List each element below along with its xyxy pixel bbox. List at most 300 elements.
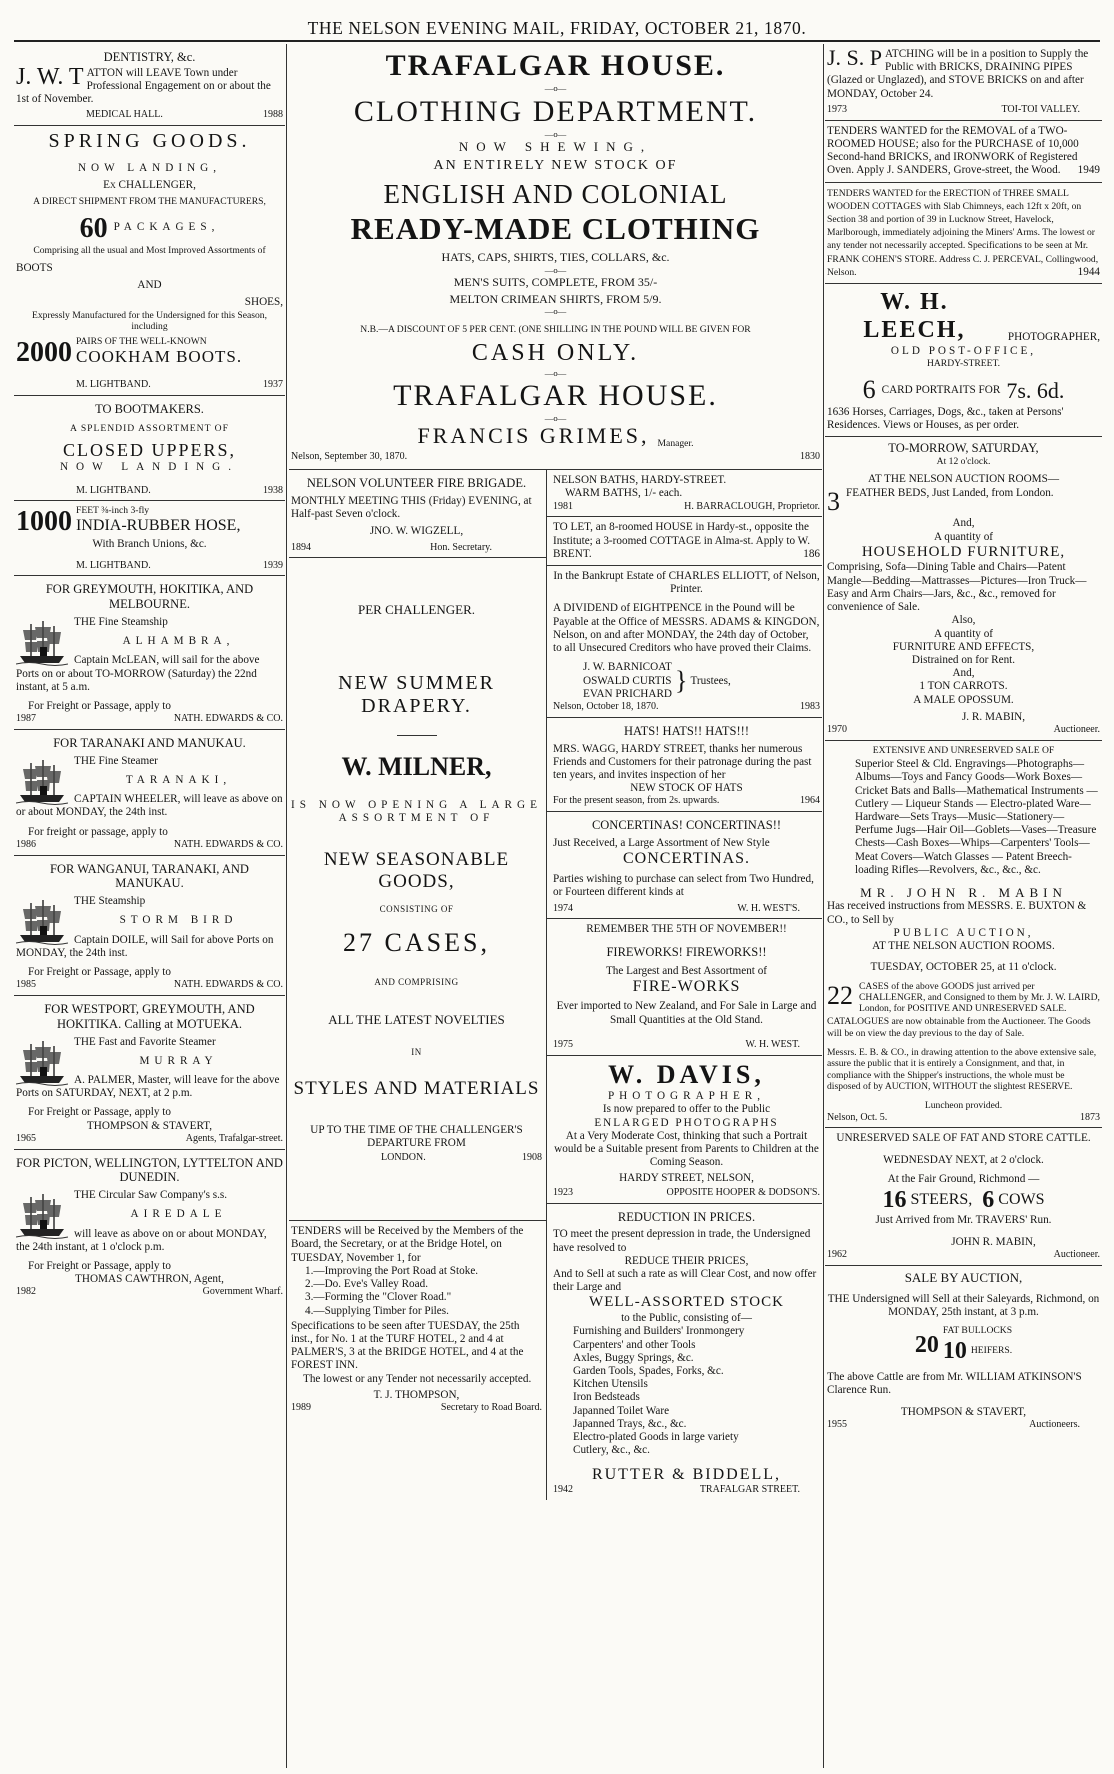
ad-steamship: [14, 856, 285, 996]
ad-heading: TRAFALGAR HOUSE.: [393, 378, 718, 412]
ad-body: [16, 755, 283, 820]
steamship-icon: [16, 897, 68, 945]
heifers-line: [943, 1337, 1012, 1365]
ad-footer: [16, 839, 283, 851]
ad-text: OPPOSITE HOOPER & DODSON'S.: [666, 1186, 820, 1198]
beds-line: [827, 487, 1100, 518]
ad-text: TUESDAY, OCTOBER 25, at 11 o'clock.: [870, 961, 1057, 974]
trustee-name: OSWALD CURTIS: [583, 674, 672, 687]
ship-name: TARANAKI,: [125, 773, 232, 786]
ad-heading: EXTENSIVE AND UNRESERVED SALE OF: [872, 744, 1055, 756]
ad-text: Messrs. E. B. & CO., in drawing attention to the above extensive sale, assure the public that it is entirely a Consignment, and that, in compliance with the Shipper's instructions, the whole must be disposed of by AUCTION, WITHOUT the slightest RESERVE.: [827, 1047, 1097, 1093]
ad-footer: [16, 379, 283, 391]
ad-text: OLD POST-OFFICE,: [890, 344, 1037, 357]
ad-text: Auctioneer.: [1053, 1248, 1100, 1260]
ad-heading: In the Bankrupt Estate of CHARLES ELLIOTT, of Nelson, Printer.: [553, 570, 820, 596]
ad-text: The Largest and Best Assortment of: [605, 965, 768, 978]
ad-number: 1986: [16, 838, 36, 850]
separator: —o—: [544, 367, 567, 378]
ad-text: ALL THE LATEST NOVELTIES: [328, 1011, 505, 1027]
ad-signature: THOMPSON & STAVERT,: [86, 1119, 213, 1132]
ad-text: For Freight or Passage, apply to: [28, 1259, 171, 1272]
list-item: Carpenters' and other Tools: [573, 1338, 696, 1351]
ad-text: THE Fast and Favorite Steamer: [74, 1035, 216, 1048]
ad-text: CATALOGUES are now obtainable from the Auctioneer. The Goods will be on view the day previous to the day of Sale.: [827, 1016, 1091, 1039]
ad-text: Is now prepared to offer to the Public: [602, 1103, 771, 1116]
ad-number: 1964: [800, 795, 820, 807]
ad-text: CARD PORTRAITS FOR: [881, 383, 1001, 396]
boots-line: [16, 336, 283, 369]
ad-steamship: [14, 730, 285, 856]
trustee-name: EVAN PRICHARD: [583, 687, 672, 700]
ad-number: 1949: [1077, 164, 1100, 177]
ad-text: NEW STOCK OF HATS: [630, 782, 743, 795]
ad-text: THE Fine Steamship: [74, 615, 168, 628]
ad-leech-photographer: [825, 284, 1102, 437]
ad-text: PHOTOGRAPHER,: [607, 1090, 766, 1103]
ad-text: WEDNESDAY NEXT, at 2 o'clock.: [883, 1153, 1044, 1166]
ad-text: A quantity of: [933, 627, 994, 640]
ad-text: And,: [952, 667, 975, 680]
trustee-name: J. W. BARNICOAT: [583, 661, 672, 674]
ad-text: will leave as above on or about MONDAY, the 24th instant, at 1 o'clock p.m.: [16, 1227, 267, 1253]
separator: —o—: [544, 264, 567, 275]
ad-concertinas: [547, 812, 822, 919]
big-number: 60: [79, 212, 108, 244]
ad-text: TO meet the present depression in trade, the Undersigned have resolved to: [553, 1228, 811, 1254]
ad-text: For Freight or Passage, apply to: [28, 699, 171, 712]
ad-signature: H. BARRACLOUGH, Proprietor.: [684, 500, 820, 512]
ad-trafalgar-house: [289, 44, 822, 470]
ad-text: PHOTOGRAPHER,: [1007, 331, 1100, 344]
ad-number: 1937: [263, 379, 283, 391]
ad-text: PUBLIC AUCTION,: [893, 926, 1034, 939]
ad-steamship: [14, 996, 285, 1150]
big-number: 2000: [16, 337, 72, 369]
ad-heading: DENTISTRY, &c.: [103, 50, 196, 64]
ad-text: STEERS,: [910, 1190, 973, 1208]
ad-date: Nelson, Oct. 5.: [827, 1111, 888, 1123]
grimes-line: [291, 423, 820, 449]
ad-text: A MALE OPOSSUM.: [913, 693, 1014, 706]
middle-subcolumns: [289, 470, 822, 1500]
big-number: 1000: [16, 506, 72, 538]
ad-text: A DIVIDEND of EIGHTPENCE in the Pound will be Payable at the Office of MESSRS. ADAMS & KINGDON, Nelson, on and after MONDAY, the 24th day of October, to all Unsecured Creditors who have proved their Claims.: [553, 602, 820, 655]
ad-footer: [827, 1249, 1100, 1261]
drop-initials: J. S. P: [827, 45, 883, 70]
ad-number: 1955: [827, 1418, 847, 1430]
ad-signature: MEDICAL HALL.: [86, 109, 163, 121]
ad-text: WELL-ASSORTED STOCK: [589, 1294, 784, 1311]
ad-heading: W. H. LEECH,: [863, 289, 966, 344]
ad-number: 1923: [553, 1186, 573, 1198]
list-item: 1.—Improving the Port Road at Stoke.: [305, 1264, 479, 1277]
ad-body: [16, 63, 283, 107]
separator: [397, 735, 437, 736]
ad-bootmakers: [14, 396, 285, 501]
ad-text: CONSISTING OF: [379, 903, 454, 914]
ad-number: 1962: [827, 1248, 847, 1260]
ad-text: The above Cattle are from Mr. WILLIAM ATKINSON'S Clarence Run.: [827, 1371, 1082, 1397]
ad-text: Captain McLEAN, will sail for the above Ports on or about TO-MORROW (Saturday) the 22nd instant, at 5 a.m.: [16, 654, 260, 693]
ad-text: Manager.: [657, 438, 694, 450]
ad-text: AN ENTIRELY NEW STOCK OF: [433, 158, 678, 174]
ad-text: And,: [952, 517, 975, 530]
packages-line: [16, 212, 283, 245]
ad-text: Secretary to Road Board.: [440, 1402, 542, 1414]
ad-signature: M. LIGHTBAND.: [76, 379, 151, 391]
ad-text: INDIA-RUBBER HOSE,: [76, 516, 241, 534]
ad-footer: [553, 1039, 820, 1051]
ad-number: 1938: [263, 484, 283, 496]
ad-footer: [16, 713, 283, 725]
ad-hats: [547, 718, 822, 812]
ad-heading: HATS! HATS!! HATS!!!: [624, 723, 749, 738]
ad-number: 1970: [827, 724, 847, 736]
ad-text: AT THE NELSON AUCTION ROOMS.: [872, 940, 1055, 953]
ad-signature: FRANCIS GRIMES,: [417, 423, 650, 449]
big-number: 16: [882, 1187, 907, 1214]
big-number: 10: [942, 1337, 967, 1364]
ad-text: Ever imported to New Zealand, and For Sale in Large and Small Quantities at the Old Stand.: [556, 1000, 817, 1026]
trustees-block: [583, 661, 820, 701]
ad-text: At a Very Moderate Cost, thinking that such a Portrait would be a Suitable present from Parents to Children at the Coming Season.: [554, 1129, 819, 1169]
ad-bankrupt-estate: [547, 566, 822, 718]
ad-text: Luncheon provided.: [924, 1100, 1003, 1112]
ad-footer: [16, 560, 283, 572]
ad-text: CAPTAIN WHEELER, will leave as above on or about MONDAY, the 24th inst.: [16, 793, 283, 819]
ad-heading: FOR WESTPORT, GREYMOUTH, AND HOKITIKA. Calling at MOTUEKA.: [44, 1002, 255, 1031]
big-number: 20: [914, 1332, 939, 1359]
ad-date: Nelson, October 18, 1870.: [553, 701, 659, 712]
ad-number: 1985: [16, 979, 36, 991]
ad-text: FAT BULLOCKS: [942, 1325, 1013, 1337]
ad-text: TENDERS WANTED for the ERECTION of THREE SMALL WOODEN COTTAGES with Slab Chimneys, each 12ft x 20ft, on Section 38 and portion of 39 in Lucknow Street, Havelock, Marlborough, immediately adjoining the Miners' Arms. The lowest or any tender not necessarily accepted. Specifications to be seen at Mr. FRANK COHEN'S STORE. Address C. J. PERCEVAL, Collingwood, Nelson.: [827, 187, 1099, 278]
ad-cattle-sale: [825, 1128, 1102, 1265]
steamship-icon: [16, 757, 68, 805]
ad-sale-by-auction: [825, 1266, 1102, 1435]
ad-body: [16, 895, 283, 960]
ad-body: [16, 616, 283, 694]
ad-number: 1987: [16, 713, 36, 725]
ad-steamship: [14, 1150, 285, 1303]
ad-text: N.B.—A DISCOUNT OF 5 PER CENT. (ONE SHILLING IN THE POUND WILL BE GIVEN FOR: [360, 324, 751, 336]
ad-text: FIRE-WORKS: [632, 978, 741, 996]
ad-footer: [16, 979, 283, 991]
ad-text: Expressly Manufactured for the Undersigned for this Season, including: [32, 309, 267, 332]
ad-text: NOW LANDING,: [77, 161, 222, 174]
ad-baths: [547, 470, 822, 517]
ad-heading: FOR TARANAKI AND MANUKAU.: [53, 735, 246, 750]
ad-text: NEW SEASONABLE GOODS,: [323, 848, 510, 893]
ad-text: Just Arrived from Mr. TRAVERS' Run.: [875, 1214, 1052, 1227]
ad-davis-photographer: [547, 1056, 822, 1204]
column-left: [14, 44, 285, 1768]
ad-text: NEW SUMMER DRAPERY.: [338, 671, 495, 718]
ad-text: READY-MADE CLOTHING: [350, 210, 761, 246]
ad-footer: [553, 903, 820, 915]
portrait-price: [827, 375, 1100, 406]
ad-fireworks: [547, 919, 822, 1055]
bullocks-line: [827, 1325, 1100, 1365]
ad-text: to the Public, consisting of—: [621, 1312, 752, 1325]
ad-text: CONCERTINAS.: [622, 850, 751, 868]
column-middle: [289, 44, 822, 1768]
ad-signature: NATH. EDWARDS & CO.: [173, 979, 283, 991]
ad-text: ENGLISH AND COLONIAL: [383, 178, 728, 209]
ad-heading: NELSON VOLUNTEER FIRE BRIGADE.: [306, 476, 527, 491]
big-number: 6: [862, 375, 876, 405]
ad-text: MEN'S SUITS, COMPLETE, FROM 35/-: [453, 274, 658, 289]
ad-milner: [289, 558, 546, 1221]
ad-text: Has received instructions from MESSRS. E. BUXTON & CO., to Sell by: [827, 900, 1087, 926]
ad-number: 1988: [263, 109, 283, 121]
ad-footer: [291, 542, 542, 554]
ad-signature: JNO. W. WIGZELL,: [369, 525, 464, 538]
steamship-icon: [16, 1191, 68, 1239]
ad-text: PACKAGES,: [113, 221, 220, 234]
masthead: THE NELSON EVENING MAIL, FRIDAY, OCTOBER 21, 1870.: [307, 18, 807, 38]
ad-signature: W. H. WEST'S.: [737, 902, 800, 914]
ad-date: Nelson, September 30, 1870.: [291, 451, 408, 463]
ad-tenders-cottages: [825, 183, 1102, 285]
ad-text: W. MILNER,: [341, 751, 492, 781]
ad-text: IN: [411, 1047, 422, 1057]
ad-text: Parties wishing to purchase can select from Two Hundred, or Fourteen different kinds at: [553, 873, 814, 899]
ad-text: THE Steamship: [74, 895, 146, 908]
ad-text: MONTHLY MEETING THIS (Friday) EVENING, at Half-past Seven o'clock.: [291, 494, 532, 521]
ad-text: For Freight or Passage, apply to: [28, 965, 171, 978]
list-item: Axles, Buggy Springs, &c.: [573, 1351, 694, 1364]
ad-heading: CLOTHING DEPARTMENT.: [353, 94, 758, 128]
ad-heading: PER CHALLENGER.: [358, 602, 475, 618]
ad-footer: [553, 1484, 820, 1496]
ad-text: PAIRS OF THE WELL-KNOWN: [76, 336, 207, 348]
ad-text: REDUCE THEIR PRICES,: [624, 1254, 749, 1267]
ad-footer: [553, 1187, 820, 1199]
steamship-icon: [16, 1038, 68, 1086]
list-item: Iron Bedsteads: [573, 1391, 640, 1404]
ad-footer: [16, 109, 283, 121]
ad-signature: Government Wharf.: [202, 1286, 283, 1298]
ad-steamship: [14, 576, 285, 730]
ad-text: TO LET, an 8-roomed HOUSE in Hardy-st., opposite the Institute; a 3-roomed COTTAGE in Alma-st. Apply to W. BRENT.: [553, 521, 811, 560]
ad-text: THE Fine Steamer: [74, 754, 158, 767]
shipping-ads: [14, 576, 285, 1302]
ad-text: NELSON BATHS, HARDY-STREET.: [553, 474, 727, 487]
ad-heading: CONCERTINAS! CONCERTINAS!!: [591, 818, 782, 833]
ad-footer: [553, 701, 820, 713]
ship-name: ALHAMBRA,: [122, 635, 235, 648]
ad-number: 1939: [263, 559, 283, 571]
ad-text: HATS, CAPS, SHIRTS, TIES, COLLARS, &c.: [441, 250, 670, 265]
steamship-icon: [16, 618, 68, 666]
list-item: 3.—Forming the "Clover Road.": [305, 1291, 452, 1304]
ad-heading: TO BOOTMAKERS.: [95, 402, 204, 416]
big-number: 3: [827, 486, 840, 516]
ad-text: FURNITURE AND EFFECTS,: [892, 640, 1035, 653]
ad-text: HARDY STREET, NELSON,: [619, 1171, 754, 1184]
ad-text: Comprising all the usual and Most Improved Assortments of: [33, 244, 266, 256]
leech-header: [827, 288, 1100, 345]
ad-text: TOI-TOI VALLEY.: [1001, 103, 1080, 115]
ad-text: ATTON will LEAVE Town under Professional Engagement on or about the 1st of November.: [16, 66, 271, 106]
ad-heading: SALE BY AUCTION,: [904, 1269, 1023, 1285]
masthead-rule: [14, 40, 1100, 42]
ad-signature: M. LIGHTBAND.: [76, 484, 151, 496]
ad-text: TRAFALGAR STREET.: [699, 1484, 800, 1496]
ad-text: STYLES AND MATERIALS: [293, 1077, 540, 1099]
ad-text: At the Fair Ground, Richmond —: [887, 1172, 1040, 1185]
ad-number: 1944: [1077, 265, 1100, 278]
ad-number: 1830: [800, 451, 820, 463]
ad-number: 1973: [827, 103, 847, 115]
ad-text: FEET ⅜-inch 3-fly: [76, 505, 150, 517]
ad-text: 1 TON CARROTS.: [919, 680, 1008, 693]
ad-footer: [291, 451, 820, 463]
middle-right-subcolumn: [547, 470, 822, 1500]
ad-text: NOW LANDING.: [59, 461, 240, 474]
ad-signature: NATH. EDWARDS & CO.: [173, 838, 283, 850]
ad-text: The lowest or any Tender not necessarily accepted.: [303, 1372, 532, 1385]
ad-dentistry: [14, 44, 285, 126]
drop-initials: J. W. T: [16, 63, 84, 90]
ad-signature: JOHN R. MABIN,: [951, 1235, 1036, 1248]
ad-text: Trustees,: [690, 674, 731, 687]
ad-text: At 12 o'clock.: [936, 456, 991, 468]
ad-footer: [827, 1419, 1100, 1431]
cases-line: [827, 981, 1100, 1015]
ad-text: MR. JOHN R. MABIN: [860, 885, 1067, 901]
price: 7s. 6d.: [1006, 377, 1065, 403]
ad-text: For freight or passage, apply to: [28, 825, 168, 838]
ad-road-board-tenders: [289, 1221, 546, 1418]
ad-heading: FOR PICTON, WELLINGTON, LYTTELTON AND DUNEDIN.: [16, 1155, 283, 1185]
ad-number: 1974: [553, 902, 573, 914]
ad-signature: THOMPSON & STAVERT,: [900, 1405, 1027, 1418]
ad-text: And to Sell at such a rate as will Clear Cost, and now offer their Large and: [553, 1268, 817, 1294]
ad-patching-bricks: [825, 44, 1102, 121]
ad-text: BOOTS: [16, 261, 53, 274]
brace: }: [675, 665, 688, 695]
ad-text: NOW SHEWING,: [458, 139, 653, 155]
ad-auction-extensive: [825, 741, 1102, 1129]
ad-auction-saturday: [825, 437, 1102, 741]
ad-text: Auctioneers.: [1029, 1418, 1080, 1430]
ad-text: WARM BATHS, 1/- each.: [565, 487, 683, 500]
ad-text: CASH ONLY.: [471, 340, 640, 367]
ad-signature: J. R. MABIN,: [961, 710, 1026, 723]
ad-text: AND: [137, 279, 162, 292]
ad-text: A SPLENDID ASSORTMENT OF: [70, 422, 229, 434]
separator: —o—: [544, 413, 567, 424]
ad-text: Just Received, a Large Assortment of New Style: [553, 836, 770, 849]
ad-footer: [291, 1152, 542, 1164]
ad-text: TENDERS will be Received by the Members of the Board, the Secretary, or at the Bridge Hotel, on TUESDAY, November 1, for: [291, 1225, 524, 1264]
ad-text: A quantity of: [933, 530, 994, 543]
ad-footer: [16, 485, 283, 497]
ship-name: STORM BIRD: [119, 914, 238, 927]
ad-heading: TRAFALGAR HOUSE.: [385, 49, 726, 82]
ad-heading: W. DAVIS,: [608, 1059, 765, 1089]
ad-signature: RUTTER & BIDDELL,: [591, 1465, 782, 1483]
ad-footer: [827, 1112, 1100, 1124]
ad-heading: SPRING GOODS.: [48, 130, 251, 153]
list-item: Cutlery, &c., &c.: [573, 1444, 650, 1457]
ad-text: CLOSED UPPERS,: [62, 440, 237, 461]
ad-footer: [16, 1286, 283, 1298]
trustees-list: [583, 661, 672, 701]
list-item: Kitchen Utensils: [573, 1378, 648, 1391]
ad-text: Distrained on for Rent.: [911, 653, 1016, 666]
ad-signature: Agents, Trafalgar-street.: [185, 1132, 283, 1144]
ad-number: 1942: [553, 1484, 573, 1496]
ad-heading: REDUCTION IN PRICES.: [617, 1209, 756, 1224]
ad-heading: FOR WANGANUI, TARANAKI, AND MANUKAU.: [50, 861, 249, 891]
ad-signature: NATH. EDWARDS & CO.: [173, 713, 283, 725]
ad-text: THE Undersigned will Sell at their Saleyards, Richmond, on: [827, 1293, 1100, 1305]
ad-number: 186: [803, 547, 820, 560]
list-item: 2.—Do. Eve's Valley Road.: [305, 1278, 428, 1291]
ad-text: FEATHER BEDS, Just Landed, from London.: [846, 486, 1054, 499]
ad-tenders-removal: [825, 121, 1102, 183]
middle-left-subcolumn: [289, 470, 547, 1500]
ad-body: [827, 406, 1100, 432]
ad-text: SHOES,: [244, 296, 283, 309]
ad-text: 27 CASES,: [343, 928, 490, 958]
ad-text: THE Circular Saw Company's s.s.: [74, 1189, 228, 1202]
ad-text: ATCHING will be in a position to Supply the Public with BRICKS, DRAINING PIPES (Glazed or Unglazed), and STOVE BRICKS on and after MONDAY, October 24.: [827, 48, 1089, 100]
ad-text: COWS: [998, 1190, 1045, 1208]
ad-footer: [291, 1402, 542, 1414]
ship-name: AIREDALE: [130, 1208, 227, 1221]
big-number: 6: [982, 1187, 995, 1214]
ad-number: 1636: [827, 405, 850, 418]
ad-text: CASES of the above GOODS just arrived per CHALLENGER, and Consigned to them by Mr. J. W. LAIRD, London, for POSITIVE AND UNRESERVED SALE.: [859, 980, 1100, 1015]
ad-footer: [553, 501, 820, 513]
ad-signature: M. LIGHTBAND.: [76, 559, 151, 571]
ad-number: 1989: [291, 1402, 311, 1414]
ad-fire-brigade: [289, 470, 546, 558]
ad-text: COOKHAM BOOTS.: [76, 347, 243, 367]
ad-body: [16, 1036, 283, 1101]
ad-text: For the present season, from 2s. upwards.: [553, 795, 720, 807]
ad-text: HEIFERS.: [970, 1345, 1013, 1357]
ad-number: 1982: [16, 1286, 36, 1298]
ad-number: 1975: [553, 1038, 573, 1050]
separator: —o—: [544, 305, 567, 316]
ad-text: TENDERS WANTED for the REMOVAL of a TWO-ROOMED HOUSE; also for the PURCHASE of 10,000 Second-hand BRICKS, and IRONWORK of Registered Oven. Apply J. SANDERS, Grove-street, the Wood.: [827, 124, 1079, 177]
ad-footer: [16, 1133, 283, 1145]
ad-text: Ex CHALLENGER,: [103, 179, 196, 192]
ad-text: ENLARGED PHOTOGRAPHS: [594, 1116, 779, 1129]
ad-number: 1873: [1080, 1111, 1100, 1123]
ad-text: Captain DOILE, will Sail for above Ports on MONDAY, the 24th inst.: [16, 933, 274, 959]
ad-spring-goods: [14, 126, 285, 396]
ad-heading: TO-MORROW, SATURDAY,: [888, 441, 1039, 456]
ad-signature: THOMAS CAWTHRON, Agent,: [75, 1273, 224, 1286]
ad-footer: [827, 724, 1100, 736]
ad-text: Also,: [951, 614, 976, 627]
list-item: Electro-plated Goods in large variety: [573, 1431, 739, 1444]
spacer: [291, 1164, 542, 1216]
ad-signature: T. J. THOMPSON,: [373, 1388, 460, 1401]
ad-text: MRS. WAGG, HARDY STREET, thanks her numerous Friends and Customers for their patronage during the past ten years, and invites inspection of her: [553, 742, 812, 781]
ad-text: Comprising, Sofa—Dining Table and Chairs—Patent Mangle—Bedding—Mattrasses—Pictures—Iron Truck—Easy and Arm Chairs—Jars, &c., &c., removed for convenience of Sale.: [827, 561, 1087, 614]
ad-to-let: [547, 517, 822, 566]
column-divider: [823, 44, 824, 1768]
ad-number: 1894: [291, 541, 311, 553]
